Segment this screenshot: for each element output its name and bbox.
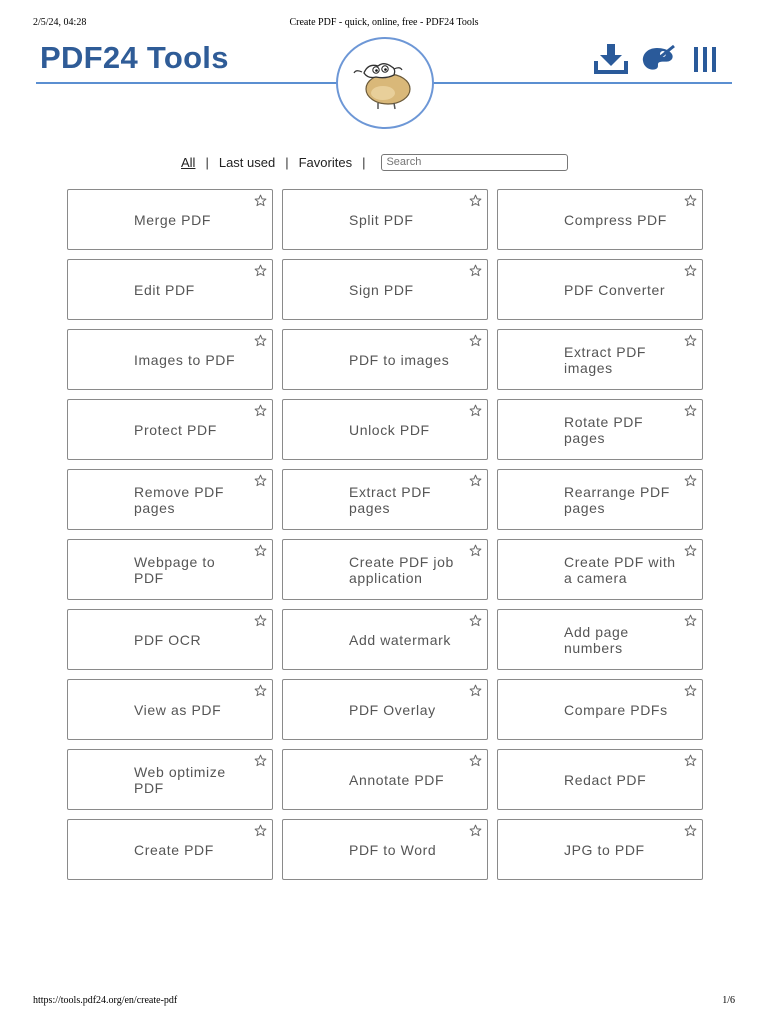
favorite-star-icon[interactable] — [684, 684, 697, 697]
tool-card[interactable] — [67, 819, 273, 880]
tool-card[interactable] — [67, 679, 273, 740]
favorite-star-icon[interactable] — [254, 474, 267, 487]
favorite-star-icon[interactable] — [254, 614, 267, 627]
tool-card[interactable] — [497, 539, 703, 600]
tool-label: Remove PDF pages — [134, 483, 225, 516]
tool-label: Sign PDF — [349, 281, 414, 298]
print-title: Create PDF - quick, online, free - PDF24 Tools — [289, 17, 479, 28]
favorite-star-icon[interactable] — [684, 474, 697, 487]
separator: | — [205, 154, 209, 170]
tool-label: Rotate PDF pages — [564, 413, 644, 446]
favorite-star-icon[interactable] — [684, 334, 697, 347]
tool-card[interactable] — [282, 469, 488, 530]
favorite-star-icon[interactable] — [254, 544, 267, 557]
tool-label: Redact PDF — [564, 771, 647, 788]
tool-label: Add watermark — [349, 631, 451, 648]
tool-label: PDF to images — [349, 351, 450, 368]
tool-card[interactable] — [67, 609, 273, 670]
tool-label: Create PDF with a camera — [564, 553, 676, 586]
tool-label: Unlock PDF — [349, 421, 430, 438]
pdf24-sheep-logo[interactable] — [336, 37, 434, 129]
menu-icon[interactable] — [692, 44, 718, 74]
tool-card[interactable] — [282, 819, 488, 880]
favorite-star-icon[interactable] — [684, 824, 697, 837]
favorite-star-icon[interactable] — [469, 684, 482, 697]
tool-label: Create PDF job application — [349, 553, 454, 586]
tool-label: Compress PDF — [564, 211, 667, 228]
tool-card[interactable] — [282, 609, 488, 670]
favorite-star-icon[interactable] — [469, 334, 482, 347]
tool-label: Merge PDF — [134, 211, 211, 228]
favorite-star-icon[interactable] — [469, 404, 482, 417]
filter-bar — [181, 152, 568, 172]
favorite-star-icon[interactable] — [254, 754, 267, 767]
favorite-star-icon[interactable] — [254, 404, 267, 417]
favorite-star-icon[interactable] — [469, 474, 482, 487]
tool-card[interactable] — [282, 679, 488, 740]
favorite-star-icon[interactable] — [684, 264, 697, 277]
favorite-star-icon[interactable] — [469, 544, 482, 557]
tab-all[interactable]: All — [181, 154, 196, 170]
tool-card[interactable] — [282, 399, 488, 460]
favorite-star-icon[interactable] — [469, 614, 482, 627]
search-input[interactable] — [381, 154, 568, 171]
favorite-star-icon[interactable] — [684, 404, 697, 417]
tool-card[interactable] — [497, 399, 703, 460]
tool-card[interactable] — [497, 259, 703, 320]
tool-grid — [67, 189, 703, 880]
brand-title[interactable]: PDF24 Tools — [40, 40, 229, 75]
favorite-star-icon[interactable] — [684, 194, 697, 207]
print-header — [33, 17, 735, 29]
tool-card[interactable] — [67, 469, 273, 530]
tool-label: Protect PDF — [134, 421, 217, 438]
tool-card[interactable] — [67, 539, 273, 600]
favorite-star-icon[interactable] — [254, 824, 267, 837]
tab-favorites[interactable]: Favorites — [298, 154, 353, 170]
tool-label: Create PDF — [134, 841, 214, 858]
tool-card[interactable] — [497, 819, 703, 880]
favorite-star-icon[interactable] — [469, 264, 482, 277]
tool-card[interactable] — [282, 749, 488, 810]
tool-card[interactable] — [497, 609, 703, 670]
favorite-star-icon[interactable] — [684, 614, 697, 627]
tool-label: Webpage to PDF — [134, 553, 216, 586]
tool-card[interactable] — [282, 189, 488, 250]
favorite-star-icon[interactable] — [469, 194, 482, 207]
tool-label: Extract PDF pages — [349, 483, 432, 516]
favorite-star-icon[interactable] — [469, 754, 482, 767]
separator: | — [362, 154, 366, 170]
tool-label: Edit PDF — [134, 281, 195, 298]
download-icon[interactable] — [594, 44, 628, 74]
tool-label: PDF Converter — [564, 281, 666, 298]
favorite-star-icon[interactable] — [254, 334, 267, 347]
print-page-number: 1/6 — [722, 995, 735, 1006]
tool-label: PDF Overlay — [349, 701, 436, 718]
tool-label: PDF to Word — [349, 841, 437, 858]
tool-label: Images to PDF — [134, 351, 236, 368]
tool-card[interactable] — [282, 259, 488, 320]
favorite-star-icon[interactable] — [684, 544, 697, 557]
tool-card[interactable] — [67, 749, 273, 810]
tool-label: Extract PDF images — [564, 343, 647, 376]
print-footer — [33, 995, 735, 1007]
tool-label: PDF OCR — [134, 631, 202, 648]
separator: | — [285, 154, 289, 170]
tool-card[interactable] — [497, 749, 703, 810]
tool-label: Split PDF — [349, 211, 414, 228]
tool-label: Add page numbers — [564, 623, 629, 656]
tool-label: Rearrange PDF pages — [564, 483, 670, 516]
tool-card[interactable] — [497, 329, 703, 390]
tool-label: Compare PDFs — [564, 701, 668, 718]
tool-label: Annotate PDF — [349, 771, 445, 788]
favorite-star-icon[interactable] — [254, 194, 267, 207]
tool-card[interactable] — [67, 399, 273, 460]
tool-card[interactable] — [67, 329, 273, 390]
favorite-star-icon[interactable] — [254, 684, 267, 697]
tool-card[interactable] — [67, 189, 273, 250]
print-url: https://tools.pdf24.org/en/create-pdf — [33, 995, 178, 1006]
favorite-star-icon[interactable] — [684, 754, 697, 767]
favorite-star-icon[interactable] — [254, 264, 267, 277]
favorite-star-icon[interactable] — [469, 824, 482, 837]
tool-card[interactable] — [497, 469, 703, 530]
tool-card[interactable] — [282, 539, 488, 600]
tool-card[interactable] — [282, 329, 488, 390]
tool-label: JPG to PDF — [564, 841, 645, 858]
tab-last-used[interactable]: Last used — [218, 154, 276, 170]
print-date: 2/5/24, 04:28 — [33, 17, 87, 28]
tool-card[interactable] — [497, 679, 703, 740]
palette-icon[interactable] — [641, 44, 675, 74]
tool-label: Web optimize PDF — [134, 763, 226, 796]
tool-card[interactable] — [497, 189, 703, 250]
tool-label: View as PDF — [134, 701, 222, 718]
tool-card[interactable] — [67, 259, 273, 320]
